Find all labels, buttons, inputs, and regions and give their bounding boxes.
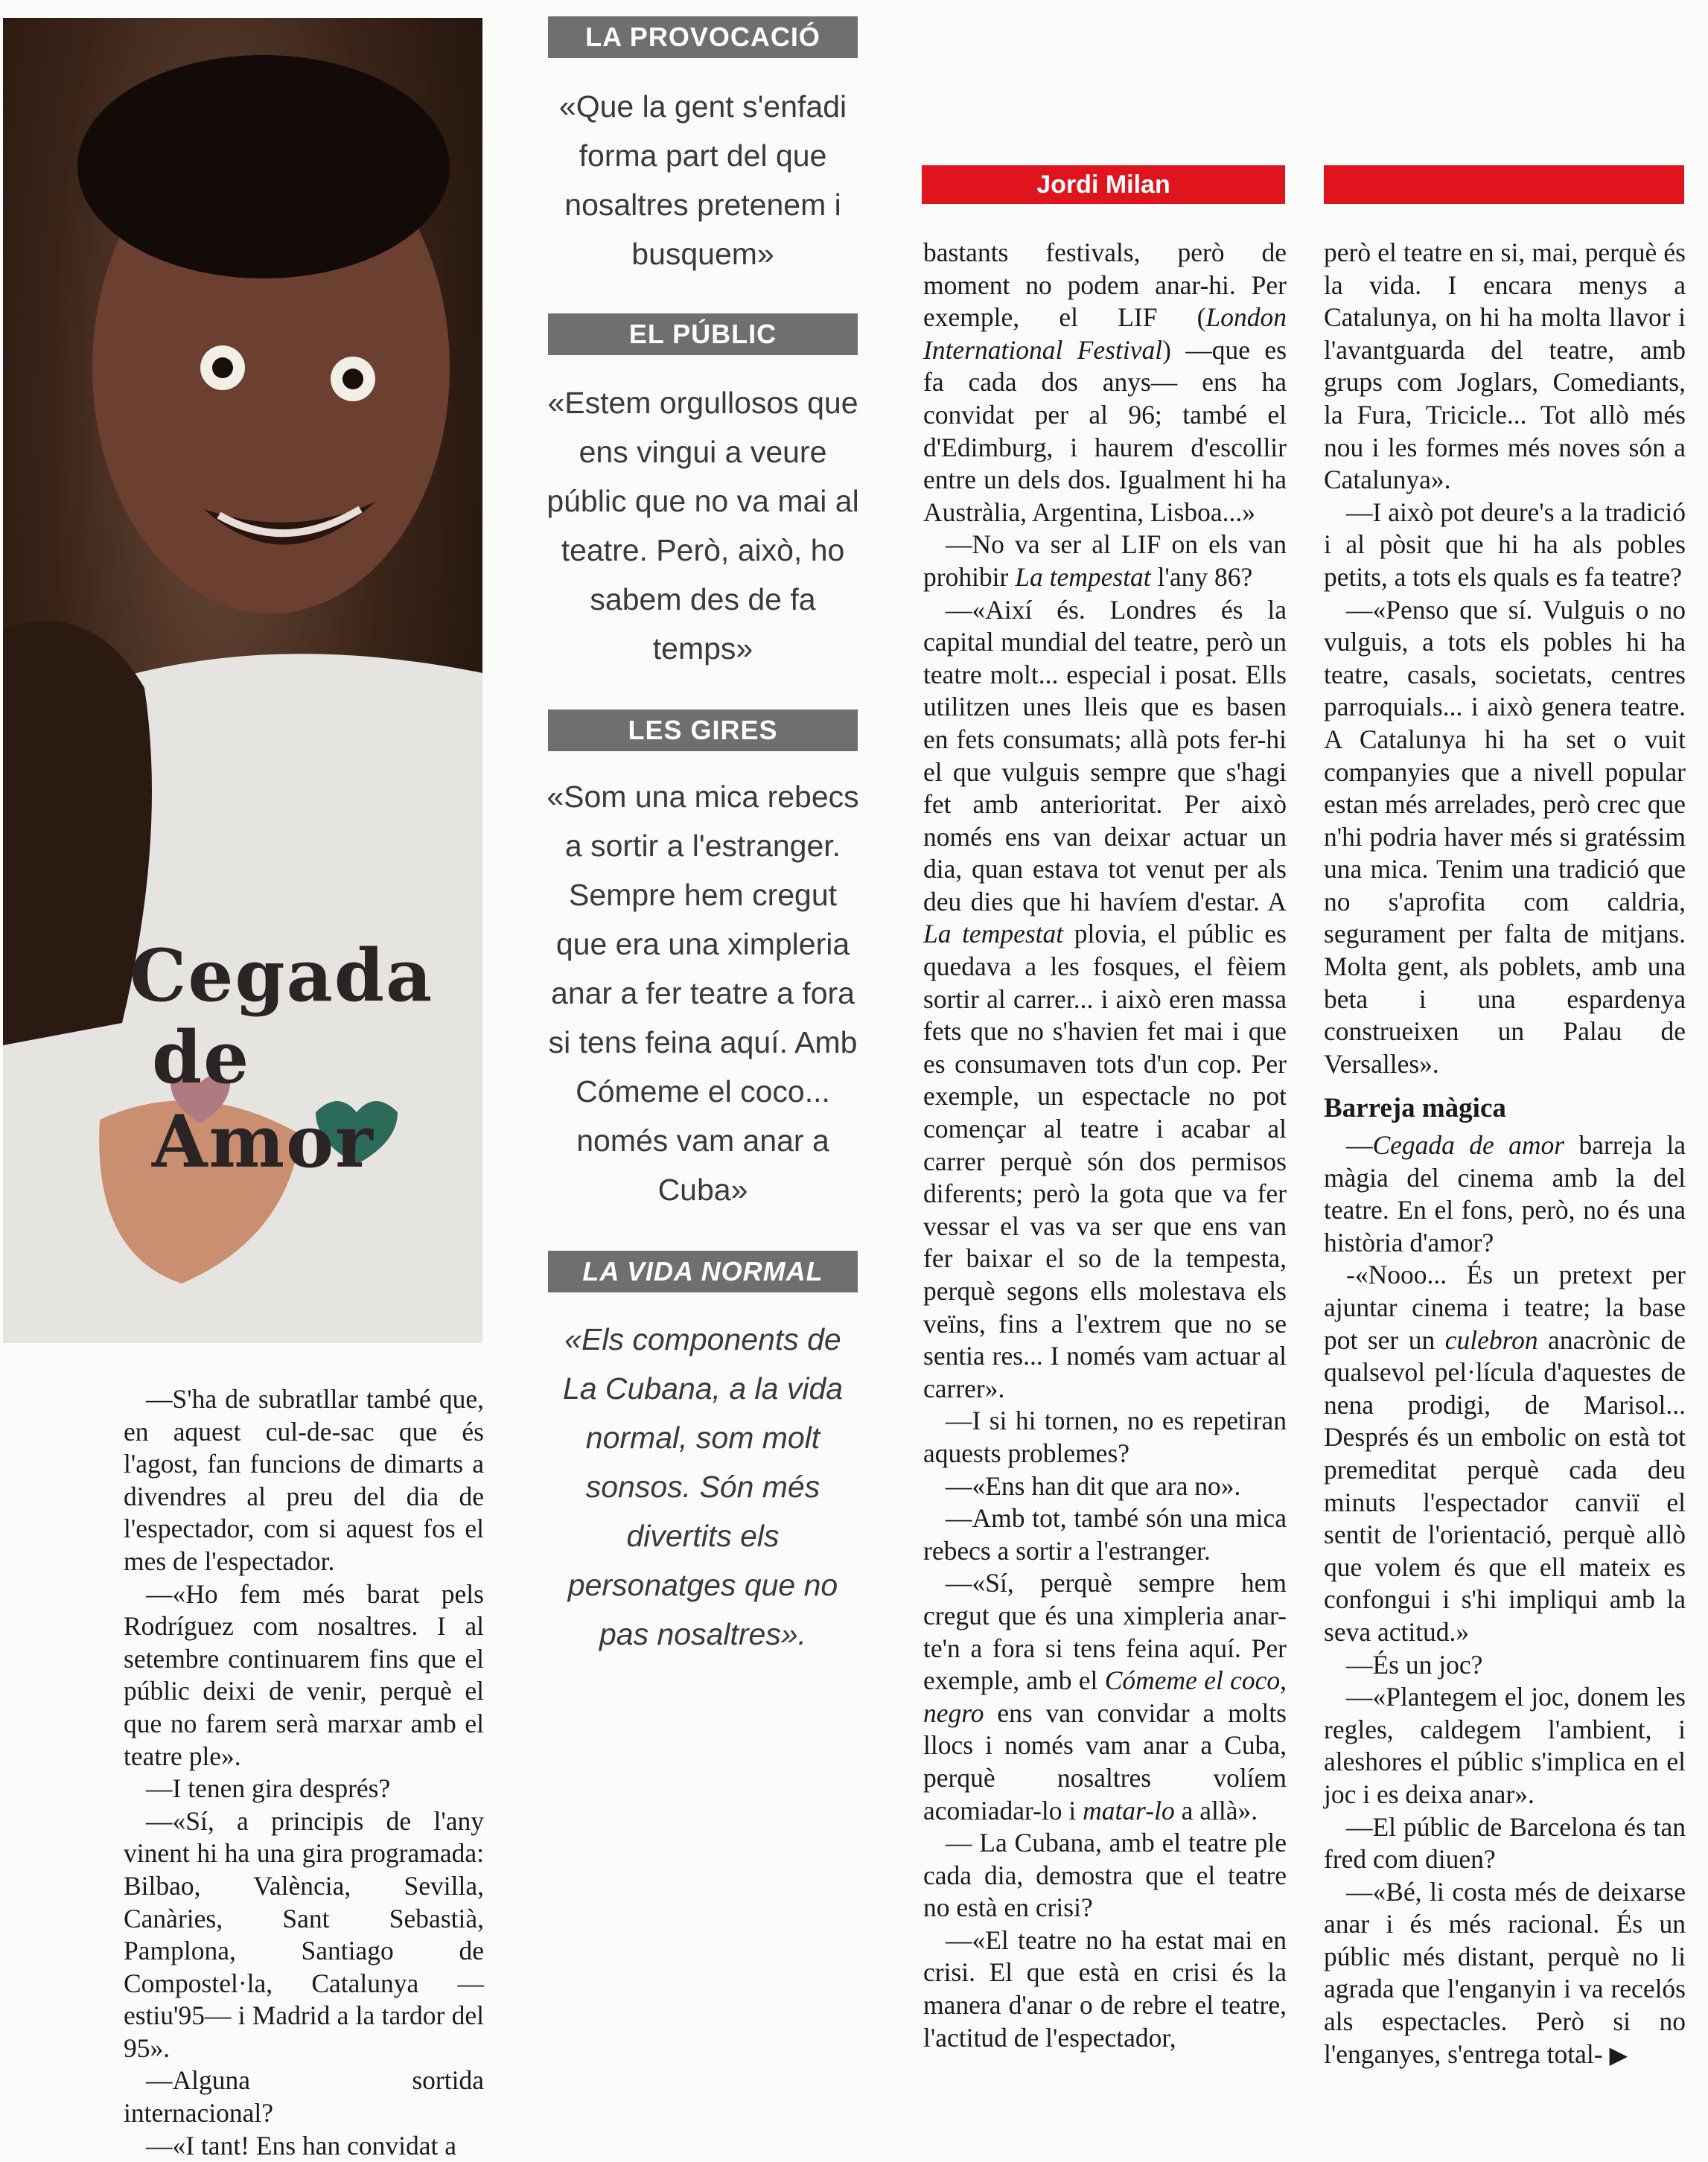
paragraph: —Cegada de amor barreja la màgia del cinema amb la del teatre. En el fons, però, no és una història d'amor? xyxy=(1324,1130,1686,1257)
portrait-photo xyxy=(3,18,482,1343)
section-heading: Barreja màgica xyxy=(1324,1093,1506,1124)
sidebar-quote: «Som una mica rebecs a sortir a l'estranger. Sempre hem cregut que era una ximpleria anar a fer teatre a fora si tens feina aquí. Amb Cómeme el coco... només vam anar a Cuba» xyxy=(547,779,859,1207)
shirt-text-line1: Cegada xyxy=(130,934,434,1018)
paragraph: — La Cubana, amb el teatre ple cada dia, demostra que el teatre no està en crisi? xyxy=(923,1828,1287,1923)
sidebar-heading: LA PROVOCACIÓ xyxy=(548,16,858,58)
paragraph: —«Sí, a principis de l'any vinent hi ha una gira programada: Bilbao, València, Sevilla, Canàries, Sant Sebastià, Pamplona, Santiago de Compostel·la, Catalunya —estiu'95— i Madrid a la tardor del 95». xyxy=(124,1805,484,2063)
paragraph: —«Així és. Londres és la capital mundial del teatre, però un teatre molt... especial i posat. Ells utilitzen unes lleis que es basen en fets consumats; allà pots fer-hi el que vulguis sempre que s'hagi fet amb anterioritat. Per això només ens van deixar actuar un dia, quan estava tot venut per als deu dies que hi havíem d'estar. A La tempestat plovia, el públic es quedava a les fosques, el fèiem sortir al carrer... i això eren massa fets que no s'havien fet mai i que es consumaven tots d'un cop. Per exemple, un espectacle no pot començar al teatre i acabar al carrer perquè són dos permisos diferents; però la gota que va fer vessar el vas va ser que ens van fer baixar el so de la tempesta, perquè segons ells molestava els veïns, fins a l'extrem que no se sentia res... I només vam actuar al carrer». xyxy=(923,594,1287,1403)
article-column-3 xyxy=(923,237,1287,2054)
paragraph: —«Bé, li costa més de deixarse anar i és més racional. És un públic més distant, perquè no li agrada que l'enganyin i va recelós als espectacles. Però si no l'enganyes, s'entrega total- ▶ xyxy=(1324,1876,1686,2069)
paragraph: —I si hi tornen, no es repetiran aquests problemes? xyxy=(923,1406,1287,1468)
column-header-bar xyxy=(1324,165,1684,204)
sidebar-heading: EL PÚBLIC xyxy=(548,313,858,355)
article-column-4 xyxy=(1324,237,1686,2071)
paragraph: —«Penso que sí. Vulguis o no vulguis, a tots els pobles hi ha teatre, casals, societats, centres parroquials... i això genera teatre. A Catalunya hi ha set o vuit companyies que a nivell popular estan més arrelades, però crec que n'hi podria haver més si gratéssim una mica. Tenim una tradició que no s'aprofita com caldria, segurament per falta de mitjans. Molta gent, als poblets, amb una beta i una espardenya construeixen un Palau de Versalles». xyxy=(1324,594,1686,1079)
paragraph: —I tenen gira després? xyxy=(146,1773,391,1804)
paragraph: —I això pot deure's a la tradició i al pòsit que hi ha als pobles petits, a tots els quals es fa teatre? xyxy=(1324,497,1686,592)
continue-arrow-icon: ▶ xyxy=(1609,2040,1628,2069)
paragraph: —«El teatre no ha estat mai en crisi. El que està en crisi és la manera d'anar o de rebre el teatre, l'actitud de l'espectador, xyxy=(923,1925,1287,2053)
paragraph: bastants festivals, però de moment no podem anar-hi. Per exemple, el LIF (London International Festival) —que es fa cada dos anys— ens ha convidat per al 96; també el d'Edimburg, i haurem d'escollir entre un dels dos. Igualment hi ha Austràlia, Argentina, Lisboa...» xyxy=(923,237,1287,527)
paragraph: —Amb tot, també són una mica rebecs a sortir a l'estranger. xyxy=(923,1503,1287,1566)
sidebar-quote: «Estem orgullosos que ens vingui a veure públic que no va mai al teatre. Però, això, ho sabem des de fa temps» xyxy=(547,386,859,666)
article-column-1 xyxy=(124,1383,484,2162)
shirt-text-line2: de Amor xyxy=(152,1015,375,1184)
paragraph: —«Sí, perquè sempre hem cregut que és una ximpleria anar-te'n a fora si tens feina aquí. Per exemple, amb el Cómeme el coco, negro ens van convidar a molts llocs i només vam anar a Cuba, perquè nosaltres volíem acomiadar-lo i matar-lo a allà». xyxy=(923,1568,1287,1825)
sidebar-quote: «Que la gent s'enfadi forma part del que nosaltres pretenem i busquem» xyxy=(558,89,847,271)
paragraph: però el teatre en si, mai, perquè és la vida. I encara menys a Catalunya, on hi ha molta llavor i l'avantguarda del teatre, amb grups com Joglars, Comediants, la Fura, Tricicle... Tot allò més nou i les formes més noves són a Catalunya». xyxy=(1324,237,1686,495)
paragraph: —«Ho fem més barat pels Rodríguez com nosaltres. I al setembre continuarem fins que el públic deixi de venir, perquè el que no farem serà marxar amb el teatre ple». xyxy=(124,1578,484,1771)
paragraph: —El públic de Barcelona és tan fred com diuen? xyxy=(1324,1811,1686,1875)
paragraph: —No va ser al LIF on els van prohibir La tempestat l'any 86? xyxy=(923,529,1287,592)
paragraph: —«Plantegem el joc, donem les regles, caldegem l'ambient, i aleshores el públic s'implica en el joc i es deixa anar». xyxy=(1324,1682,1686,1809)
paragraph: -«Nooo... És un pretext per ajuntar cinema i teatre; la base pot ser un culebron anacrònic de qualsevol pel·lícula d'aquestes de nena prodigi, de Marisol... Després és un embolic on està tot premeditat perquè cada deu minuts l'espectador canviï el sentit de l'orientació, perquè allò que volem és que ell mateix es confongui i s'hi impliqui amb la seva actitud.» xyxy=(1324,1260,1686,1647)
sidebar-quote: «Els components de La Cubana, a la vida normal, som molt sonsos. Són més divertits els personatges que no pas nosaltres». xyxy=(562,1322,844,1651)
paragraph: —«Ens han dit que ara no». xyxy=(946,1470,1241,1501)
paragraph: —«I tant! Ens han convidat a xyxy=(146,2130,457,2161)
paragraph: —És un joc? xyxy=(1346,1649,1483,1680)
sidebar-heading: LES GIRES xyxy=(548,709,858,751)
paragraph: —Alguna sortida internacional? xyxy=(124,2065,484,2128)
author-header: Jordi Milan xyxy=(922,165,1285,204)
paragraph: —S'ha de subratllar també que, en aquest cul-de-sac que és l'agost, fan funcions de dimarts a divendres al preu del dia de l'espectador, com si aquest fos el mes de l'espectador. xyxy=(124,1384,484,1576)
sidebar-heading: LA VIDA NORMAL xyxy=(548,1251,858,1292)
